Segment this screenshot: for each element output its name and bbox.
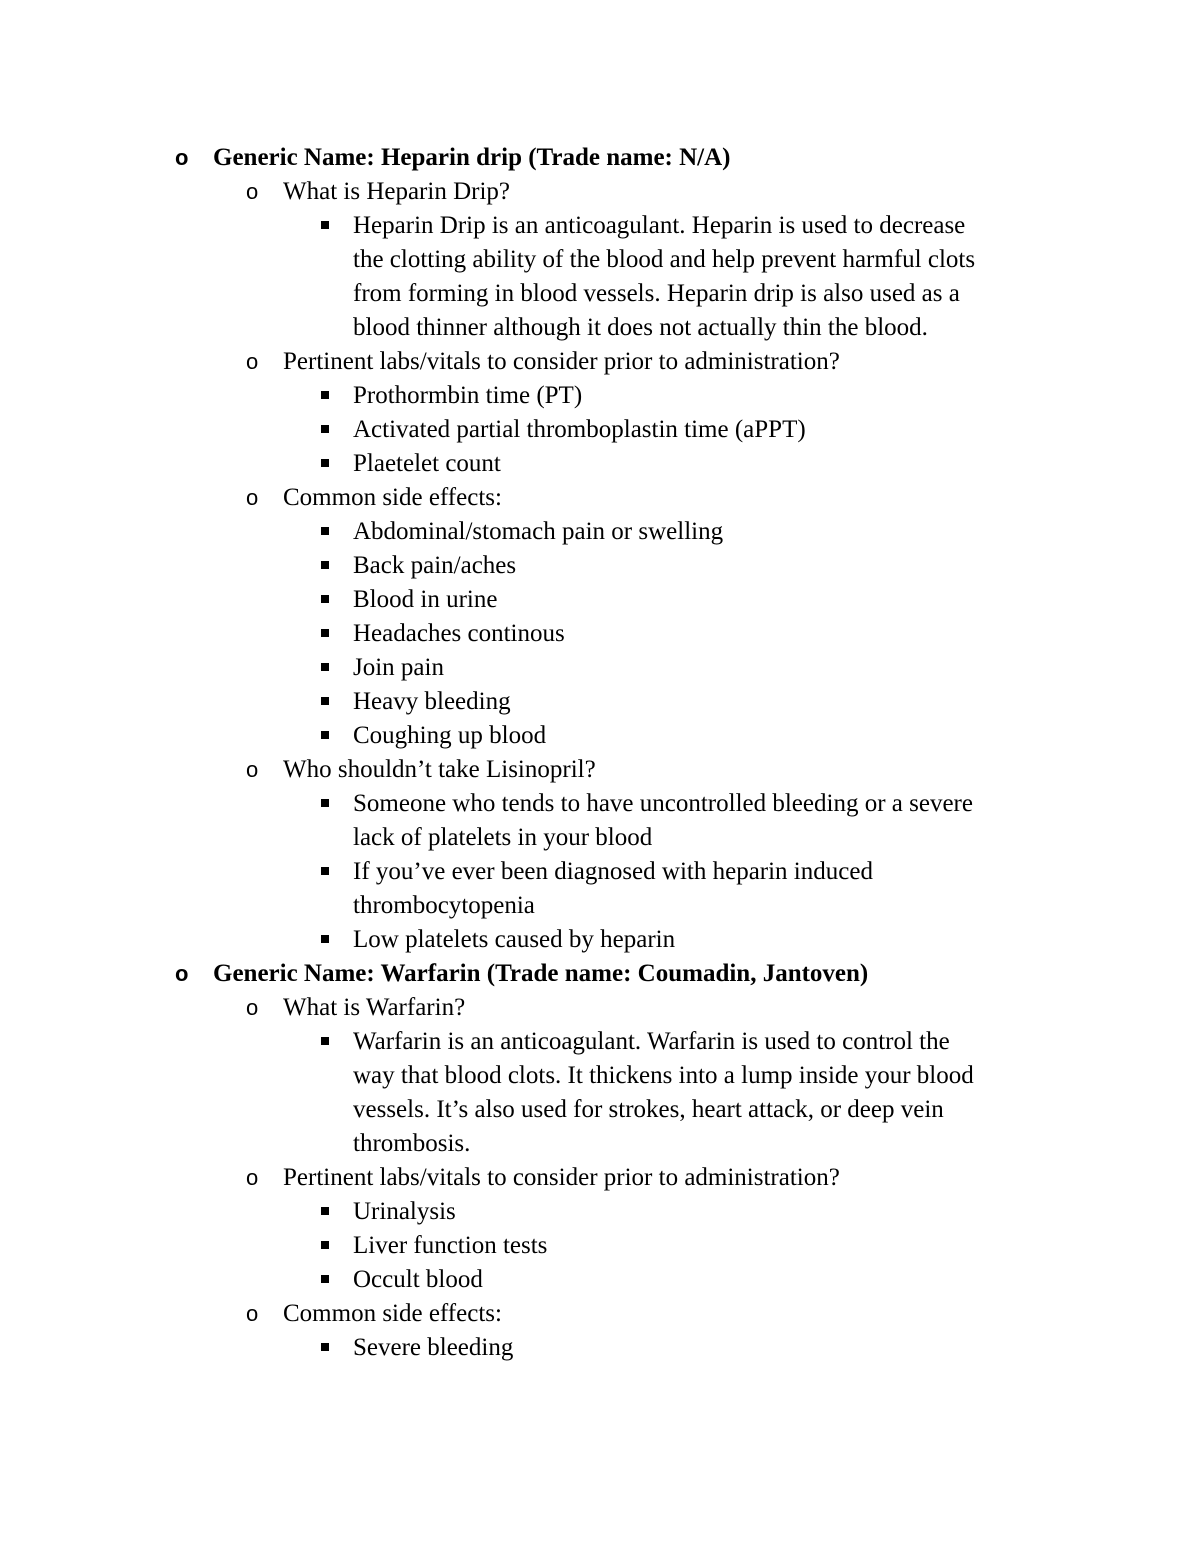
list-item-text: lack of platelets in your blood xyxy=(353,824,653,851)
list-item-text: Heavy bleeding xyxy=(353,688,511,715)
level2-bullet: o xyxy=(246,179,259,204)
question-text: What is Heparin Drip? xyxy=(283,178,511,205)
list-item xyxy=(0,413,1200,447)
square-bullet-icon xyxy=(321,561,329,569)
list-item-text: Someone who tends to have uncontrolled bleeding or a severe xyxy=(353,790,973,817)
level1-bullet: o xyxy=(175,145,189,170)
list-item xyxy=(0,651,1200,685)
question-text: Pertinent labs/vitals to consider prior to administration? xyxy=(283,348,840,375)
square-bullet-icon xyxy=(321,527,329,535)
list-item-text: Activated partial thromboplastin time (aPPT) xyxy=(353,416,806,443)
question-what-is xyxy=(0,991,1200,1025)
list-item xyxy=(0,1025,1200,1059)
level2-bullet: o xyxy=(246,1165,259,1190)
answer-line: thrombosis. xyxy=(353,1130,471,1157)
list-item xyxy=(0,1331,1200,1365)
square-bullet-icon xyxy=(321,1207,329,1215)
question-text: Common side effects: xyxy=(283,1300,502,1327)
square-bullet-icon xyxy=(321,425,329,433)
list-item-text: Headaches continous xyxy=(353,620,565,647)
document-content xyxy=(0,141,1200,1365)
answer-line: from forming in blood vessels. Heparin drip is also used as a xyxy=(353,280,960,307)
question-text: What is Warfarin? xyxy=(283,994,466,1021)
square-bullet-icon xyxy=(321,1241,329,1249)
section-heading-heparin xyxy=(0,141,1200,175)
list-item-text: Urinalysis xyxy=(353,1198,456,1225)
square-bullet-icon xyxy=(321,1037,329,1045)
level2-bullet: o xyxy=(246,757,259,782)
square-bullet-icon xyxy=(321,663,329,671)
answer-line: Heparin Drip is an anticoagulant. Heparin is used to decrease xyxy=(353,212,966,239)
list-item xyxy=(0,515,1200,549)
list-item xyxy=(0,617,1200,651)
answer-line: blood thinner although it does not actually thin the blood. xyxy=(353,314,928,341)
list-item-text: Back pain/aches xyxy=(353,552,517,579)
list-item xyxy=(0,583,1200,617)
question-labs xyxy=(0,1161,1200,1195)
square-bullet-icon xyxy=(321,459,329,467)
level2-bullet: o xyxy=(246,349,259,374)
list-item-text: Prothormbin time (PT) xyxy=(353,382,583,409)
question-text: Pertinent labs/vitals to consider prior to administration? xyxy=(283,1164,840,1191)
list-item-text: Occult blood xyxy=(353,1266,483,1293)
heading-text: Generic Name: Heparin drip (Trade name: N/A) xyxy=(213,144,731,171)
square-bullet-icon xyxy=(321,629,329,637)
answer-line: the clotting ability of the blood and help prevent harmful clots xyxy=(353,246,976,273)
list-item-continuation xyxy=(0,1093,1200,1127)
list-item-text: thrombocytopenia xyxy=(353,892,535,919)
square-bullet-icon xyxy=(321,221,329,229)
answer-line: way that blood clots. It thickens into a lump inside your blood xyxy=(353,1062,974,1089)
list-item-continuation xyxy=(0,243,1200,277)
answer-line: vessels. It’s also used for strokes, heart attack, or deep vein xyxy=(353,1096,944,1123)
list-item xyxy=(0,923,1200,957)
question-text: Who shouldn’t take Lisinopril? xyxy=(283,756,596,783)
question-contraindications xyxy=(0,753,1200,787)
list-item-continuation xyxy=(0,1127,1200,1161)
list-item-text: Low platelets caused by heparin xyxy=(353,926,676,953)
list-item xyxy=(0,855,1200,889)
list-item-continuation xyxy=(0,1059,1200,1093)
level2-bullet: o xyxy=(246,485,259,510)
list-item-text: Coughing up blood xyxy=(353,722,547,749)
question-side-effects xyxy=(0,481,1200,515)
list-item-text: Plaetelet count xyxy=(353,450,501,477)
heading-text: Generic Name: Warfarin (Trade name: Coumadin, Jantoven) xyxy=(213,960,869,987)
question-labs xyxy=(0,345,1200,379)
list-item-text: Abdominal/stomach pain or swelling xyxy=(353,518,724,545)
square-bullet-icon xyxy=(321,935,329,943)
list-item-text: Join pain xyxy=(353,654,444,681)
square-bullet-icon xyxy=(321,1275,329,1283)
list-item xyxy=(0,1229,1200,1263)
list-item-continuation xyxy=(0,889,1200,923)
square-bullet-icon xyxy=(321,1343,329,1351)
list-item-text: Severe bleeding xyxy=(353,1334,514,1361)
list-item xyxy=(0,209,1200,243)
square-bullet-icon xyxy=(321,799,329,807)
list-item-continuation xyxy=(0,277,1200,311)
square-bullet-icon xyxy=(321,731,329,739)
list-item-continuation xyxy=(0,311,1200,345)
list-item-text: If you’ve ever been diagnosed with heparin induced xyxy=(353,858,873,885)
list-item xyxy=(0,379,1200,413)
list-item xyxy=(0,447,1200,481)
list-item-continuation xyxy=(0,821,1200,855)
list-item-text: Blood in urine xyxy=(353,586,498,613)
section-heading-warfarin xyxy=(0,957,1200,991)
question-what-is xyxy=(0,175,1200,209)
question-text: Common side effects: xyxy=(283,484,502,511)
square-bullet-icon xyxy=(321,697,329,705)
level1-bullet: o xyxy=(175,961,189,986)
list-item xyxy=(0,787,1200,821)
question-side-effects xyxy=(0,1297,1200,1331)
square-bullet-icon xyxy=(321,595,329,603)
list-item xyxy=(0,1263,1200,1297)
list-item-text: Liver function tests xyxy=(353,1232,548,1259)
list-item xyxy=(0,549,1200,583)
level2-bullet: o xyxy=(246,995,259,1020)
list-item xyxy=(0,719,1200,753)
list-item xyxy=(0,685,1200,719)
square-bullet-icon xyxy=(321,867,329,875)
answer-line: Warfarin is an anticoagulant. Warfarin is used to control the xyxy=(353,1028,950,1055)
list-item xyxy=(0,1195,1200,1229)
level2-bullet: o xyxy=(246,1301,259,1326)
square-bullet-icon xyxy=(321,391,329,399)
